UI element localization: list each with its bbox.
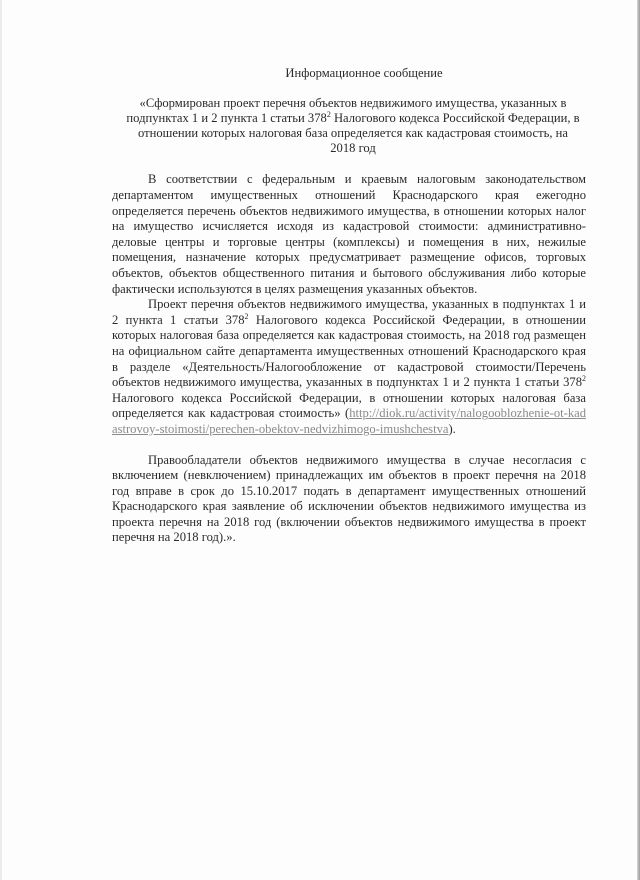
subtitle-suffix: Налогового кодекса Российской Федерации, в отношении которых налоговая база определяется как кадастровая стоимость, на 2018 год [137, 110, 580, 156]
paragraph-1: В соответствии с федеральным и краевым налоговым законодательством департаментом имущественных отношений Краснодарского края ежегодно определяется перечень объектов недвижимого имущества, в отношении которых налог на имущество исчисляется исходя из кадастровой стоимости: административно-деловые центры и торговые центры (комплексы) и помещения в них, нежилые помещения, назначение которых предусматривает размещение офисов, торговых объектов, объектов общественного питания и бытового обслуживания либо которые фактически используются в целях размещения указанных объектов. [112, 172, 586, 296]
document-body [112, 66, 586, 546]
paragraph-3: Правообладатели объектов недвижимого имущества в случае несогласия с включением (невключением) принадлежащих им объектов в проект перечня на 2018 год вправе в срок до 15.10.2017 подать в департамент имущественных отношений Краснодарского края заявление об исключении объектов недвижимого имущества из проекта перечня на 2018 год (включении объектов недвижимого имущества в проект перечня на 2018 год).». [112, 452, 586, 545]
paragraph-2-part-1: Проект перечня объектов недвижимого имущества, указанных в подпунктах 1 и 2 пункта 1 статьи 378 [112, 297, 586, 327]
paragraph-2-superscript-2: 2 [582, 373, 586, 383]
document-subtitle [120, 96, 586, 157]
paragraph-2-part-3: Налогового кодекса Российской Федерации, в отношении которых налоговая база определяется как кадастровая стоимость» ( [112, 390, 586, 421]
department-site-link[interactable]: http://diok.ru/activity/nalogooblozhenie-ot-kadastrovoy-stoimosti/perechen-obektov-nedvizhimogo-imushchestva [112, 406, 586, 436]
paragraph-2-superscript-1: 2 [244, 311, 249, 321]
subtitle-superscript: 2 [326, 109, 331, 119]
subtitle-prefix: «Сформирован проект перечня объектов недвижимого имущества, указанных в подпунктах 1 и 2 пункта 1 статьи 378 [126, 95, 567, 125]
paragraph-2-part-4: ). [448, 421, 456, 436]
paragraph-2 [112, 297, 586, 437]
document-title: Информационное сообщение [285, 66, 443, 80]
paragraph-2-part-2: Налогового кодекса Российской Федерации, в отношении которых налоговая база определяется как кадастровая стоимость, на 2018 год размещен на официальном сайте департамента имущественных отношений Краснодарского края в разделе «Деятельность/Налогообложение от кадастровой стоимости/Перечень объектов недвижимого имущества, указанных в подпунктах 1 и 2 пункта 1 статьи 378 [112, 312, 586, 390]
scan-edge-left [0, 0, 2, 880]
